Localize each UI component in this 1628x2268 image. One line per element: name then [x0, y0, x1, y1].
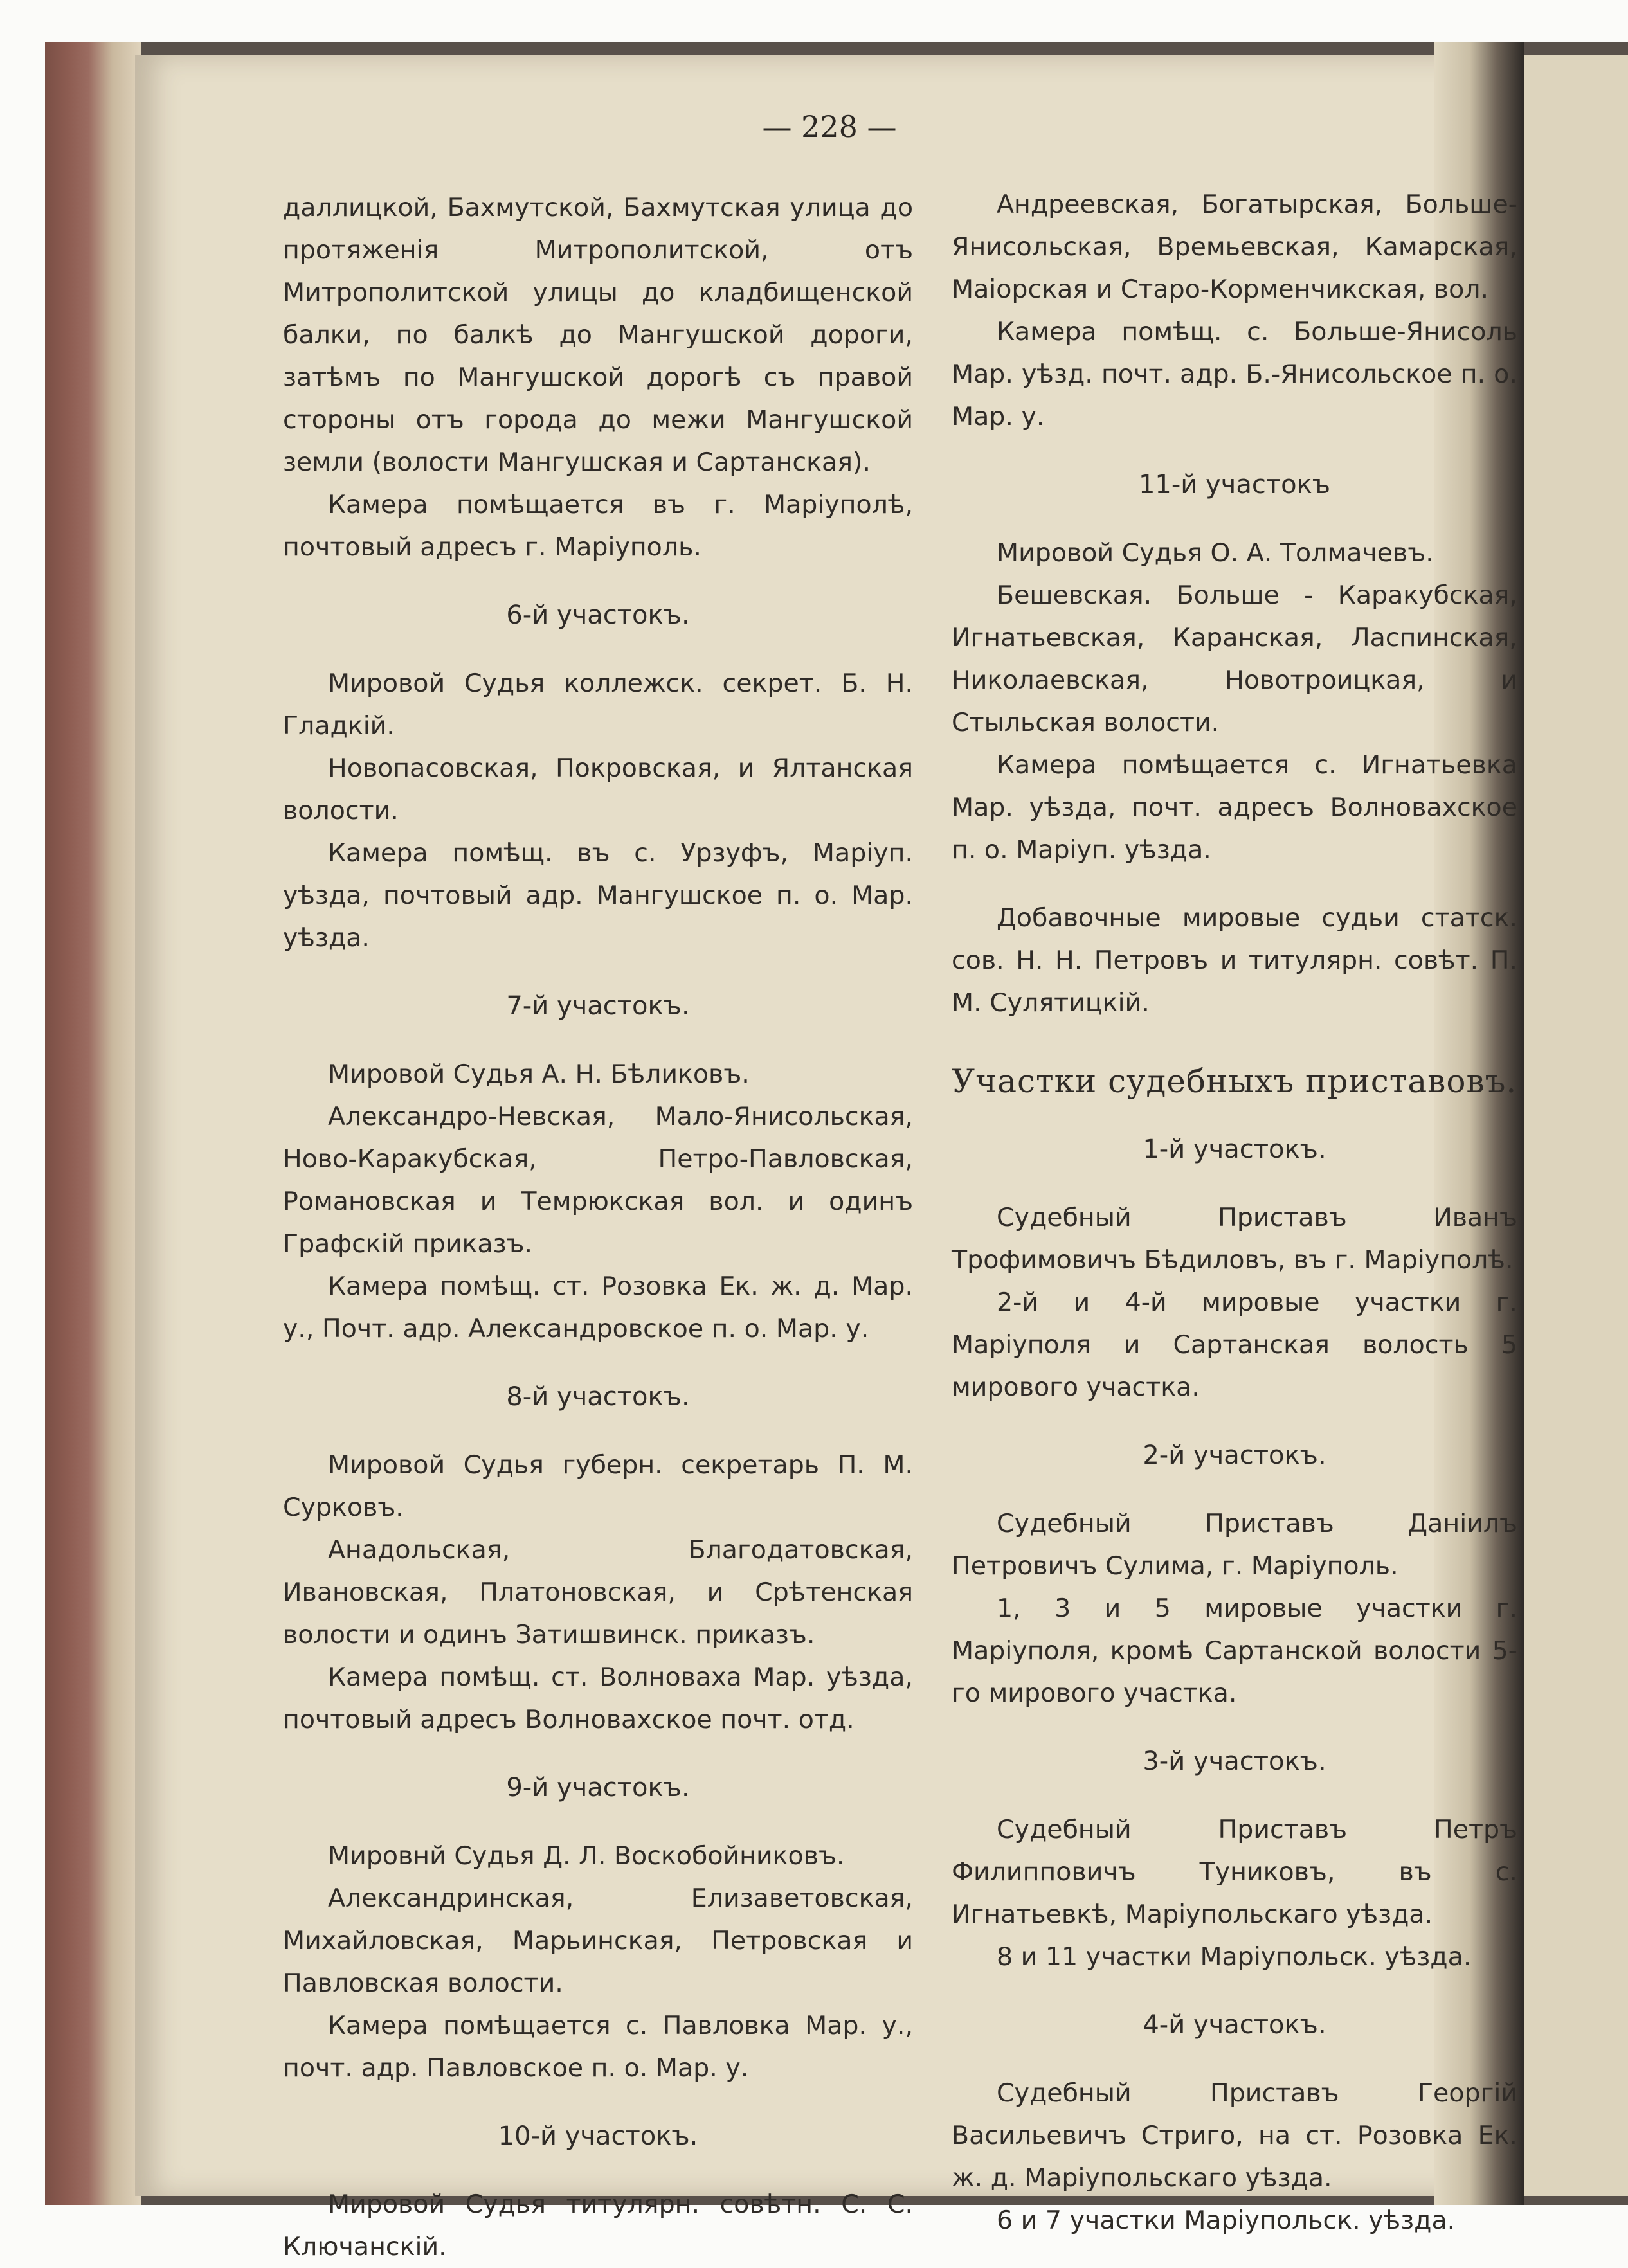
section-heading: 4-й участокъ.	[1143, 2010, 1326, 2040]
judge-entry: Мировой Судья губерн. секретарь П. М. Сурковъ.	[283, 1450, 913, 1522]
bailiffs-heading: Участки судебныхъ приставовъ.	[952, 1063, 1517, 1100]
paragraph: Анадольская, Благодатовская, Ивановская, Платоновская, и Срѣтенская волости и одинъ Затишвинск. приказъ.	[283, 1535, 913, 1650]
adjacent-page-fragment	[1524, 55, 1628, 2196]
book-page-edges	[45, 42, 141, 2205]
judge-entry: Мировнй Судья Д. Л. Воскобойниковъ.	[328, 1841, 845, 1871]
paragraph: Камера помѣщ. ст. Розовка Ек. ж. д. Мар. у., Почт. адр. Александровское п. о. Мар. у.	[283, 1272, 913, 1344]
bailiff-entry: Судебный Приставъ Петръ Филипповичъ Туниковъ, въ с. Игнатьевкѣ, Маріупольскаго уѣзда.	[952, 1815, 1517, 1929]
left-column	[283, 186, 913, 2268]
section-heading: 7-й участокъ.	[506, 991, 690, 1021]
paragraph: Бешевская. Больше - Каракубская, Игнатьевская, Каранская, Ласпинская, Николаевская, Новотроицкая, и Стыльская волости.	[952, 580, 1517, 737]
judge-entry: Мировой Судья титулярн. совѣтн. С. С. Ключанскій.	[283, 2190, 913, 2262]
paragraph: Камера помѣщ. с. Больше-Янисоль Мар. уѣзд. почт. адр. Б.-Янисольское п. о. Мар. у.	[952, 317, 1517, 431]
judge-entry: Мировой Судья коллежск. секрет. Б. Н. Гладкій.	[283, 669, 913, 741]
paragraph: Александринская, Елизаветовская, Михайловская, Марьинская, Петровская и Павловская волости.	[283, 1884, 913, 1998]
paragraph: Камера помѣщ. въ с. Урзуфъ, Маріуп. уѣзда, почтовый адр. Мангушское п. о. Мар. уѣзда.	[283, 838, 913, 953]
paragraph: Новопасовская, Покровская, и Ялтанская волости.	[283, 753, 913, 825]
paragraph: Камера помѣщается въ г. Маріуполѣ, почтовый адресъ г. Маріуполь.	[283, 490, 913, 562]
section-heading: 10-й участокъ.	[498, 2121, 698, 2151]
paragraph: 2-й и 4-й мировые участки г. Маріуполя и Сартанская волость 5 мирового участка.	[952, 1288, 1517, 1402]
right-column	[952, 183, 1517, 2242]
paragraph: 8 и 11 участки Маріупольск. уѣзда.	[997, 1942, 1472, 1972]
paragraph: Камера помѣщается с. Павловка Мар. у., почт. адр. Павловское п. о. Мар. у.	[283, 2011, 913, 2083]
section-heading: 2-й участокъ.	[1143, 1441, 1326, 1470]
paragraph: 1, 3 и 5 мировые участки г. Маріуполя, кромѣ Сартанской волости 5-го мирового участка.	[952, 1594, 1517, 1708]
section-heading: 8-й участокъ.	[506, 1382, 690, 1412]
section-heading: 11-й участокъ	[1138, 470, 1331, 500]
paragraph: Добавочные мировые судьи статск. сов. Н. Н. Петровъ и титулярн. совѣт. П. М. Сулятицкій.	[952, 903, 1517, 1018]
bailiff-entry: Судебный Приставъ Даніилъ Петровичъ Сулима, г. Маріуполь.	[952, 1509, 1517, 1581]
section-heading: 6-й участокъ.	[506, 600, 690, 630]
paragraph: Александро-Невская, Мало-Янисольская, Ново-Каракубская, Петро-Павловская, Романовская и Темрюкская вол. и одинъ Графскій приказъ.	[283, 1102, 913, 1259]
bailiff-entry: Судебный Приставъ Георгій Васильевичъ Стриго, на ст. Розовка Ек. ж. д. Маріупольскаго уѣзда.	[952, 2078, 1517, 2193]
paragraph: Камера помѣщается с. Игнатьевка Мар. уѣзда, почт. адресъ Волновахское п. о. Маріуп. уѣзда.	[952, 750, 1517, 865]
paragraph: даллицкой, Бахмутской, Бахмутская улица до протяженія Митрополитской, отъ Митрополитской улицы до кладбищенской балки, по балкѣ до Мангушской дороги, затѣмъ по Мангушской дорогѣ съ правой стороны отъ города до межи Мангушской земли (волости Мангушская и Сартанская).	[283, 193, 913, 477]
section-heading: 9-й участокъ.	[506, 1773, 690, 1803]
paragraph: Камера помѣщ. ст. Волноваха Мар. уѣзда, почтовый адресъ Волновахское почт. отд.	[283, 1662, 913, 1734]
page-number: — 228 —	[762, 109, 897, 144]
section-heading: 3-й участокъ.	[1143, 1747, 1326, 1776]
judge-entry: Мировой Судья О. А. Толмачевъ.	[997, 538, 1434, 568]
paragraph: 6 и 7 участки Маріупольск. уѣзда.	[997, 2206, 1456, 2235]
bailiff-entry: Судебный Приставъ Иванъ Трофимовичъ Бѣдиловъ, въ г. Маріуполѣ.	[952, 1203, 1517, 1275]
paragraph: Андреевская, Богатырская, Больше-Янисольская, Времьевская, Камарская, Маіорская и Старо-Корменчикская, вол.	[952, 190, 1517, 304]
section-heading: 1-й участокъ.	[1143, 1135, 1326, 1164]
judge-entry: Мировой Судья А. Н. Бѣликовъ.	[328, 1059, 750, 1089]
